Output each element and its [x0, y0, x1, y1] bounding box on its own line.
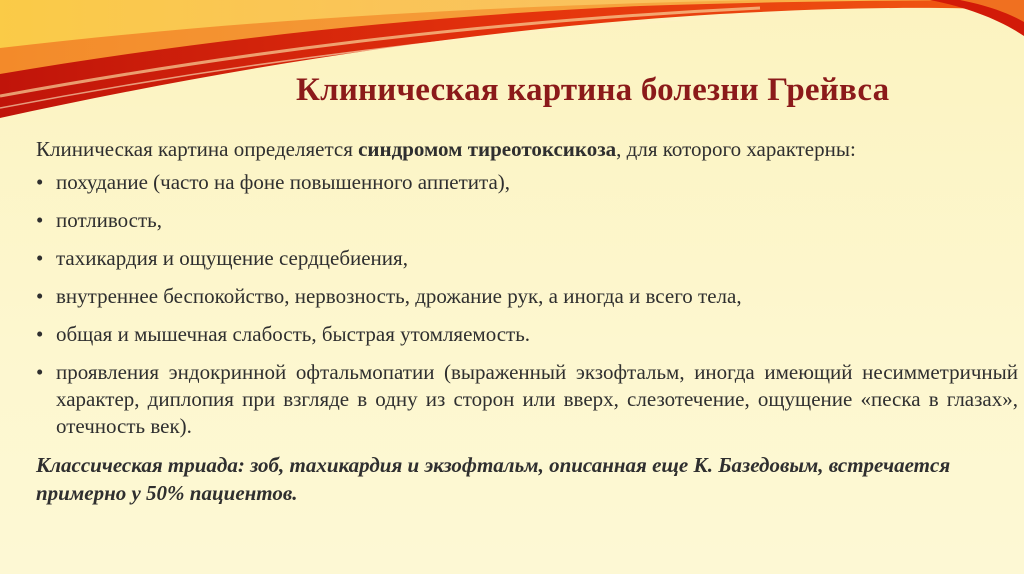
decorative-swoosh: [0, 0, 1024, 140]
list-item: [36, 321, 1018, 348]
list-item-text: общая и мышечная слабость, быстрая утомляемость.: [56, 322, 531, 346]
intro-text-before: Клиническая картина определяется: [36, 137, 359, 161]
slide-title: Клиническая картина болезни Грейвса: [296, 72, 890, 108]
slide-content: [36, 136, 1018, 528]
classic-triad-note: Классическая триада: зоб, тахикардия и экзофтальм, описанная еще К. Базедовым, встречается примерно у 50% пациентов.: [36, 453, 951, 505]
list-item-text: похудание (часто на фоне повышенного аппетита),: [56, 170, 511, 194]
list-item-text: тахикардия и ощущение сердцебиения,: [56, 246, 408, 270]
list-item-text: внутреннее беспокойство, нервозность, дрожание рук, а иногда и всего тела,: [56, 284, 742, 308]
intro-paragraph: [36, 136, 1018, 163]
list-item-text: потливость,: [56, 208, 162, 232]
list-item: [36, 207, 1018, 234]
list-item-text: проявления эндокринной офтальмопатии (выраженный экзофтальм, иногда имеющий несимметричный характер, диплопия при взгляде в одну из сторон или вверх, слезотечение, ощущение «песка в глазах», отечность век).: [56, 360, 1018, 438]
symptom-list: [36, 169, 1018, 440]
bullet-icon: •: [36, 170, 44, 194]
intro-bold-term: синдромом тиреотоксикоза: [358, 137, 617, 161]
bullet-icon: •: [36, 360, 44, 384]
list-item: [36, 245, 1018, 272]
list-item: [36, 359, 1018, 440]
bullet-icon: •: [36, 246, 44, 270]
bullet-icon: •: [36, 208, 44, 232]
bullet-icon: •: [36, 284, 44, 308]
bullet-icon: •: [36, 322, 44, 346]
list-item: [36, 283, 1018, 310]
intro-text-after: , для которого характерны:: [616, 137, 856, 161]
list-item: [36, 169, 1018, 196]
